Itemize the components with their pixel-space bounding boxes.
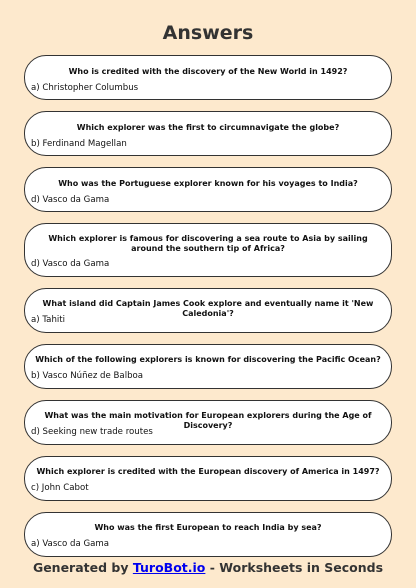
question-text: Which explorer was the first to circumnavigate the globe? — [76, 123, 340, 132]
answer-text: b) Vasco Núñez de Balboa — [31, 371, 144, 381]
answer-text: d) Seeking new trade routes — [31, 427, 153, 437]
answer-card — [24, 456, 392, 501]
answer-list — [24, 55, 392, 568]
answer-text: a) Christopher Columbus — [31, 83, 139, 93]
question-text: What was the main motivation for European explorers during the Age of Discovery? — [44, 411, 372, 430]
answer-card — [24, 167, 392, 212]
footer-prefix: Generated by — [32, 560, 133, 575]
answer-card — [24, 344, 392, 389]
question-text: Who is credited with the discovery of the New World in 1492? — [68, 67, 348, 76]
question-text: Which of the following explorers is known for discovering the Pacific Ocean? — [35, 355, 381, 364]
question-text: What island did Captain James Cook explore and eventually name it 'New Caledonia'? — [42, 299, 374, 318]
footer — [0, 560, 416, 575]
answer-card — [24, 111, 392, 156]
question-text: Which explorer is credited with the European discovery of America in 1497? — [36, 467, 380, 476]
answer-card — [24, 400, 392, 445]
page-title: Answers — [162, 22, 254, 44]
question-text: Which explorer is famous for discovering a sea route to Asia by sailing around the southern tip of Africa? — [48, 234, 368, 253]
answer-card — [24, 55, 392, 100]
turobot-link[interactable]: TuroBot.io — [132, 560, 206, 575]
answer-text: a) Vasco da Gama — [31, 539, 110, 549]
answer-text: a) Tahiti — [31, 315, 66, 325]
answer-text: d) Vasco da Gama — [31, 195, 110, 205]
question-text: Who was the Portuguese explorer known for his voyages to India? — [58, 179, 358, 188]
footer-suffix: - Worksheets in Seconds — [205, 560, 384, 575]
answer-card — [24, 512, 392, 557]
answer-card — [24, 288, 392, 333]
answer-text: d) Vasco da Gama — [31, 259, 110, 269]
answer-text: b) Ferdinand Magellan — [31, 139, 127, 149]
question-text: Who was the first European to reach India by sea? — [94, 523, 322, 532]
answer-card — [24, 223, 392, 277]
answer-text: c) John Cabot — [31, 483, 89, 493]
